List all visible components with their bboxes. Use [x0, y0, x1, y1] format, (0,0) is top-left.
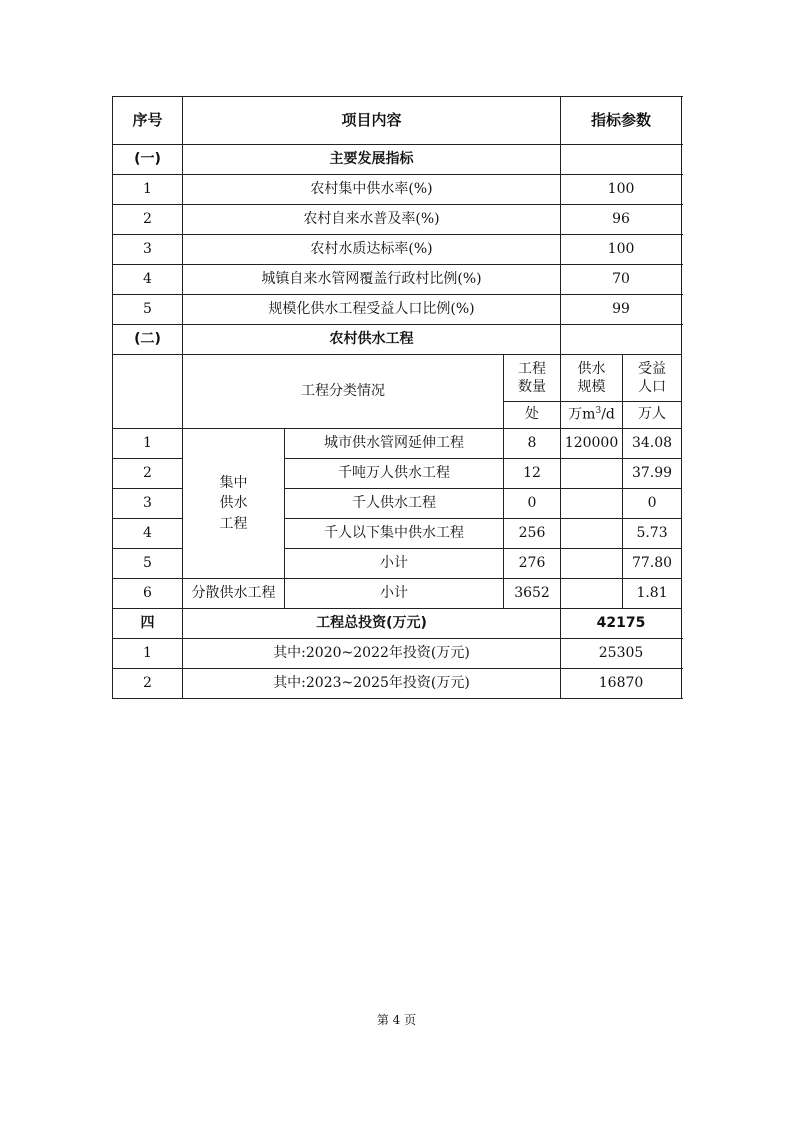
table-row	[113, 265, 682, 295]
row-seq: 4	[113, 265, 183, 295]
row-people: 1.81	[623, 579, 682, 609]
row-seq: 3	[113, 235, 183, 265]
header-seq: 序号	[113, 97, 183, 145]
row-seq: 3	[113, 489, 183, 519]
table-row	[113, 235, 682, 265]
section-title: 工程总投资(万元)	[183, 609, 561, 639]
row-name: 千吨万人供水工程	[285, 459, 504, 489]
row-name: 规模化供水工程受益人口比例(%)	[183, 295, 561, 325]
count-header: 工程数量	[518, 360, 546, 395]
row-seq: 1	[113, 429, 183, 459]
section-title: 主要发展指标	[183, 145, 561, 175]
engineering-header-row	[113, 355, 682, 402]
row-seq: 1	[113, 175, 183, 205]
row-value: 100	[561, 235, 682, 265]
section-row	[113, 325, 682, 355]
dispersed-group-label: 分散供水工程	[183, 579, 285, 609]
row-value: 25305	[561, 639, 682, 669]
category-header: 工程分类情况	[183, 355, 504, 429]
row-seq: 5	[113, 295, 183, 325]
row-people: 5.73	[623, 519, 682, 549]
central-group-label: 集中供水工程	[219, 475, 248, 532]
table-row	[113, 175, 682, 205]
row-value: 16870	[561, 669, 682, 699]
table-row	[113, 669, 682, 699]
row-people: 0	[623, 489, 682, 519]
row-name: 城市供水管网延伸工程	[285, 429, 504, 459]
row-count: 8	[504, 429, 561, 459]
row-count: 12	[504, 459, 561, 489]
row-scale	[561, 549, 623, 579]
row-seq: 4	[113, 519, 183, 549]
row-name: 农村自来水普及率(%)	[183, 205, 561, 235]
row-scale	[561, 489, 623, 519]
row-seq: 5	[113, 549, 183, 579]
row-count: 276	[504, 549, 561, 579]
section-value: 42175	[561, 609, 682, 639]
people-header: 受益人口	[638, 360, 667, 395]
row-name: 其中:2020~2022年投资(万元)	[183, 639, 561, 669]
row-seq: 1	[113, 639, 183, 669]
table-header-row	[113, 97, 682, 145]
table-row	[113, 205, 682, 235]
scale-header: 供水规模	[577, 360, 606, 395]
indicator-table	[112, 96, 682, 699]
row-value: 96	[561, 205, 682, 235]
page-number: 第 4 页	[376, 1013, 417, 1027]
row-count: 0	[504, 489, 561, 519]
section-row	[113, 609, 682, 639]
row-name: 千人以下集中供水工程	[285, 519, 504, 549]
row-people: 37.99	[623, 459, 682, 489]
header-item: 项目内容	[183, 97, 561, 145]
row-count: 256	[504, 519, 561, 549]
row-scale	[561, 579, 623, 609]
people-unit: 万人	[623, 402, 682, 429]
row-count: 3652	[504, 579, 561, 609]
table-row	[113, 429, 682, 459]
count-unit: 处	[504, 402, 561, 429]
row-name: 城镇自来水管网覆盖行政村比例(%)	[183, 265, 561, 295]
table-row	[113, 579, 682, 609]
row-value: 70	[561, 265, 682, 295]
table-row	[113, 639, 682, 669]
row-people: 34.08	[623, 429, 682, 459]
row-scale	[561, 459, 623, 489]
row-seq: 2	[113, 205, 183, 235]
header-param: 指标参数	[561, 97, 682, 145]
row-name: 千人供水工程	[285, 489, 504, 519]
row-people: 77.80	[623, 549, 682, 579]
row-seq: 6	[113, 579, 183, 609]
row-seq: 2	[113, 459, 183, 489]
row-name: 农村集中供水率(%)	[183, 175, 561, 205]
row-scale	[561, 519, 623, 549]
row-seq: 2	[113, 669, 183, 699]
scale-unit: 万$m^3/d$	[561, 402, 623, 429]
row-name: 其中:2023~2025年投资(万元)	[183, 669, 561, 699]
section-seq: (二)	[113, 325, 183, 355]
row-name: 小计	[285, 549, 504, 579]
row-name: 小计	[285, 579, 504, 609]
row-value: 99	[561, 295, 682, 325]
section-seq: 四	[113, 609, 183, 639]
section-title: 农村供水工程	[183, 325, 561, 355]
row-name: 农村水质达标率(%)	[183, 235, 561, 265]
row-value: 100	[561, 175, 682, 205]
table-row	[113, 295, 682, 325]
section-row	[113, 145, 682, 175]
row-scale: 120000	[561, 429, 623, 459]
section-seq: (一)	[113, 145, 183, 175]
